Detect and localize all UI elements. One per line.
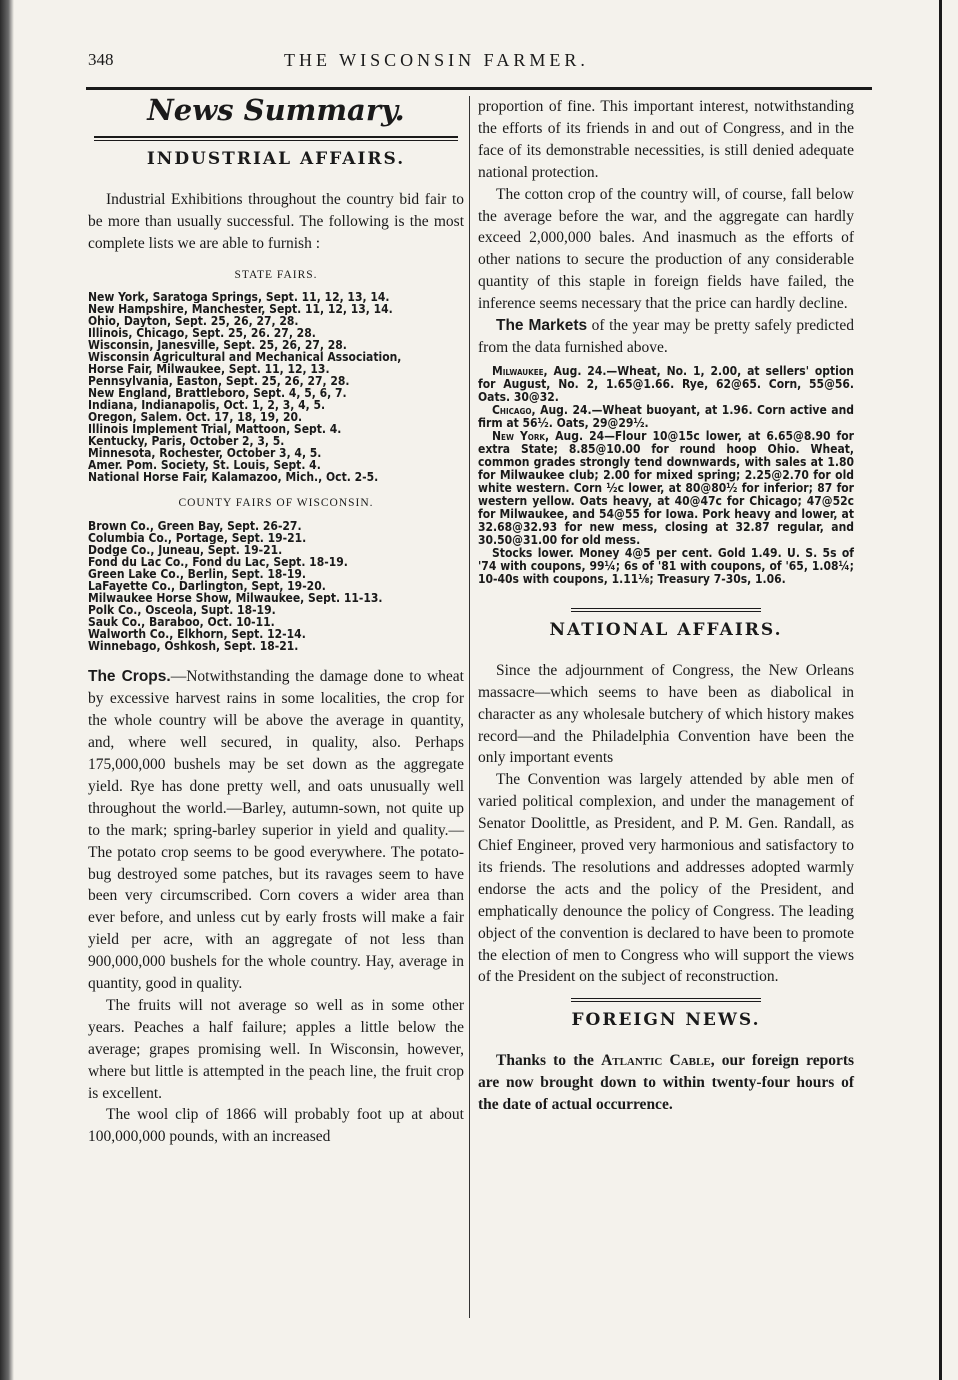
- section-rule: [571, 608, 761, 612]
- list-item: Polk Co., Osceola, Supt. 18-19.: [88, 604, 276, 617]
- chicago-report: [478, 404, 854, 430]
- atlantic-cable: Atlantic Cable,: [601, 1052, 715, 1070]
- market-reports: [478, 365, 854, 586]
- markets-paragraph: [478, 315, 854, 359]
- national-paragraph-1: Since the adjournment of Congress, the New Orleans massacre—which seems to have been as diabolical in character as any wholesale butchery of which history makes record—and the Philadelphia Convention have been the only important events: [478, 661, 854, 767]
- crops-runin: The Crops.: [88, 668, 171, 686]
- list-item: Oregon, Salem. Oct. 17, 18, 19, 20.: [88, 411, 303, 424]
- industrial-affairs-heading: INDUSTRIAL AFFAIRS.: [146, 148, 406, 169]
- list-item: Amer. Pom. Society, St. Louis, Sept. 4.: [88, 459, 321, 472]
- list-item: National Horse Fair, Kalamazoo, Mich., Oct. 2-5.: [88, 471, 379, 484]
- list-item: Illinois, Chicago, Sept. 25, 26. 27, 28.: [88, 327, 316, 340]
- national-affairs-heading: NATIONAL AFFAIRS.: [549, 619, 783, 640]
- crops-text: —Notwithstanding the damage done to wheat by excessive harvest rains in some localities, the crop for the whole country will be above the average in quantity, and, where well secured, in quality, also. Perhaps 175,000,000 bushels may be set down as the aggregate yield. Rye has done pretty well, and oats unusually well throughout the world.—Barley, autumn-sown, not quite up to the mark; spring-barley superior in yield and quality.—The potato crop seems to be good everywhere. The potato-bug destroyed some patches, but its ravages seem to have been very circumscribed. Corn covers a wider area than ever before, and unless cut by early frosts will make a fair yield per acre, with an aggregate of not less than 900,000,000 bushels for the whole country. Hay, average in quantity, good in quality.: [88, 668, 464, 993]
- news-summary-title: News Summary.: [147, 93, 405, 127]
- list-item: Horse Fair, Milwaukee, Sept. 11, 12, 13.: [88, 363, 330, 376]
- list-item: Kentucky, Paris, October 2, 3, 5.: [88, 435, 285, 448]
- running-title: THE WISCONSIN FARMER.: [284, 50, 589, 70]
- header-rule: [86, 87, 872, 90]
- fruits-paragraph: The fruits will not average so well as in some other years. Peaches a half failure; apples a little below the average; grapes promising well. In Wisconsin, however, where but little is attempted in the peach line, the fruit crop is excellent.: [88, 996, 464, 1102]
- list-item: Fond du Lac Co., Fond du Lac, Sept. 18-19.: [88, 556, 348, 569]
- newyork-label: New York,: [492, 428, 550, 443]
- markets-runin: The Markets: [496, 317, 588, 335]
- list-item: Dodge Co., Juneau, Sept. 19-21.: [88, 544, 283, 557]
- newyork-text: Aug. 24—Flour 10@15c lower, at 6.65@8.90 for extra State; 8.85@10.00 for round hoop Ohio. Wheat, common grades strongly tend downwards, with sales at 1.80 for Milwaukee club; 2.00 for mixed spring; 2.25@2.70 for old white western. Corn ½c lower, at 80@80½ for inferior; 87 for western yellow. Oats heavy, at 40@47c for Chicago; 47@52c for Milwaukee, and 54@55 for Iowa. Pork heavy and lower, at 32.68@32.93 for new mess, closing at 32.87 regular, and 30.50@31.00 for old mess.: [478, 428, 854, 547]
- list-item: Indiana, Indianapolis, Oct. 1, 2, 3, 4, 5.: [88, 399, 326, 412]
- page-edge-rule: [939, 0, 942, 1380]
- newyork-report: [478, 430, 854, 547]
- list-item: Sauk Co., Baraboo, Oct. 10-11.: [88, 616, 275, 629]
- wool-continued: proportion of fine. This important interest, notwithstanding the efforts of its friends in and out of Congress, and in the face of its demonstrable necessities, is still denied adequate national protection.: [478, 98, 854, 181]
- chicago-label: Chicago,: [492, 402, 536, 417]
- stocks-report: Stocks lower. Money 4@5 per cent. Gold 1.49. U. S. 5s of '74 with coupons, 99¼; 6s of '81 with coupons, of '65, 1.08¼; 10-40s with coupons, 1.11⅛; Treasury 7-30s, 1.06.: [478, 545, 854, 586]
- list-item: Illinois Implement Trial, Mattoon, Sept. 4.: [88, 423, 342, 436]
- list-item: Green Lake Co., Berlin, Sept. 18-19.: [88, 568, 306, 581]
- county-fairs-heading: COUNTY FAIRS OF WISCONSIN.: [178, 497, 374, 510]
- list-item: Columbia Co., Portage, Sept. 19-21.: [88, 532, 307, 545]
- section-rule: [571, 998, 761, 1002]
- national-paragraph-2: The Convention was largely attended by able men of varied political complexion, and under the management of Senator Doolittle, as President, and P. M. Gen. Randall, as Chief Engineer, proved very harmonious and satisfactory to its friends. The resolutions and addresses adopted warmly endorse the acts and the policy of the President, and emphatically denounce the policy of Congress. The leading object of the convention is declared to have been to promote the election of men to Congress who will support the views of the President on the subject of reconstruction.: [478, 771, 854, 986]
- list-item: Brown Co., Green Bay, Sept. 26-27.: [88, 520, 302, 533]
- list-item: New England, Brattleboro, Sept. 4, 5, 6, 7.: [88, 387, 347, 400]
- county-fairs-list: [88, 520, 464, 652]
- list-item: Walworth Co., Elkhorn, Sept. 12-14.: [88, 628, 306, 641]
- crops-paragraph: [88, 666, 464, 995]
- industrial-intro: Industrial Exhibitions throughout the country bid fair to be more than usually successful. The following is the most complete lists we are able to furnish :: [88, 190, 464, 252]
- list-item: New Hampshire, Manchester, Sept. 11, 12, 13, 14.: [88, 303, 393, 316]
- list-item: Milwaukee Horse Show, Milwaukee, Sept. 11-13.: [88, 592, 383, 605]
- list-item: Winnebago, Oshkosh, Sept. 18-21.: [88, 640, 299, 653]
- state-fairs-heading: STATE FAIRS.: [234, 268, 318, 281]
- milwaukee-text: Aug. 24.—Wheat, No. 1, 2.00, at sellers' option for August, No. 2, 1.65@1.66. Rye, 62@65. Corn, 55@56. Oats. 30@32.: [478, 363, 854, 404]
- list-item: Pennsylvania, Easton, Sept. 25, 26, 27, 28.: [88, 375, 350, 388]
- state-fairs-list: [88, 291, 464, 483]
- left-column: [88, 93, 464, 1148]
- markets-text: of the year may be pretty safely predicted from the data furnished above.: [478, 317, 854, 356]
- page-number: 348: [88, 50, 114, 69]
- chicago-text: Aug. 24.—Wheat buoyant, at 1.96. Corn active and firm at 56½. Oats, 29@29½.: [478, 402, 854, 430]
- foreign-paragraph: [478, 1050, 854, 1116]
- page-header: [88, 50, 872, 74]
- list-item: Minnesota, Rochester, October 3, 4, 5.: [88, 447, 322, 460]
- foreign-news-heading: FOREIGN NEWS.: [571, 1010, 761, 1031]
- list-item: Wisconsin Agricultural and Mechanical Association,: [88, 351, 402, 364]
- cotton-paragraph: The cotton crop of the country will, of course, fall below the average before the war, and the aggregate can hardly exceed 2,000,000 bales. And inasmuch as the efforts of other nations to secure the production of any considerable quantity of this staple in foreign fields have failed, the inference seems necessary that the price can hardly decline.: [478, 185, 854, 313]
- foreign-post: our foreign reports are now brought down to within twenty-four hours of the date of actual occurrence.: [478, 1052, 855, 1114]
- list-item: Wisconsin, Janesville, Sept. 25, 26, 27, 28.: [88, 339, 347, 352]
- title-rule: [94, 136, 458, 141]
- milwaukee-report: [478, 365, 854, 404]
- list-item: Ohio, Dayton, Sept. 25, 26, 27, 28.: [88, 315, 299, 328]
- list-item: LaFayette Co., Darlington, Sept, 19-20.: [88, 580, 326, 593]
- milwaukee-label: Milwaukee,: [492, 363, 548, 378]
- right-column: [478, 96, 854, 1116]
- foreign-pre: Thanks to the: [496, 1052, 594, 1070]
- binding-stamp: [0, 760, 14, 1360]
- wool-paragraph: The wool clip of 1866 will probably foot up at about 100,000,000 pounds, with an increased: [88, 1106, 464, 1146]
- list-item: New York, Saratoga Springs, Sept. 11, 12, 13, 14.: [88, 291, 390, 304]
- column-divider: [469, 96, 470, 1318]
